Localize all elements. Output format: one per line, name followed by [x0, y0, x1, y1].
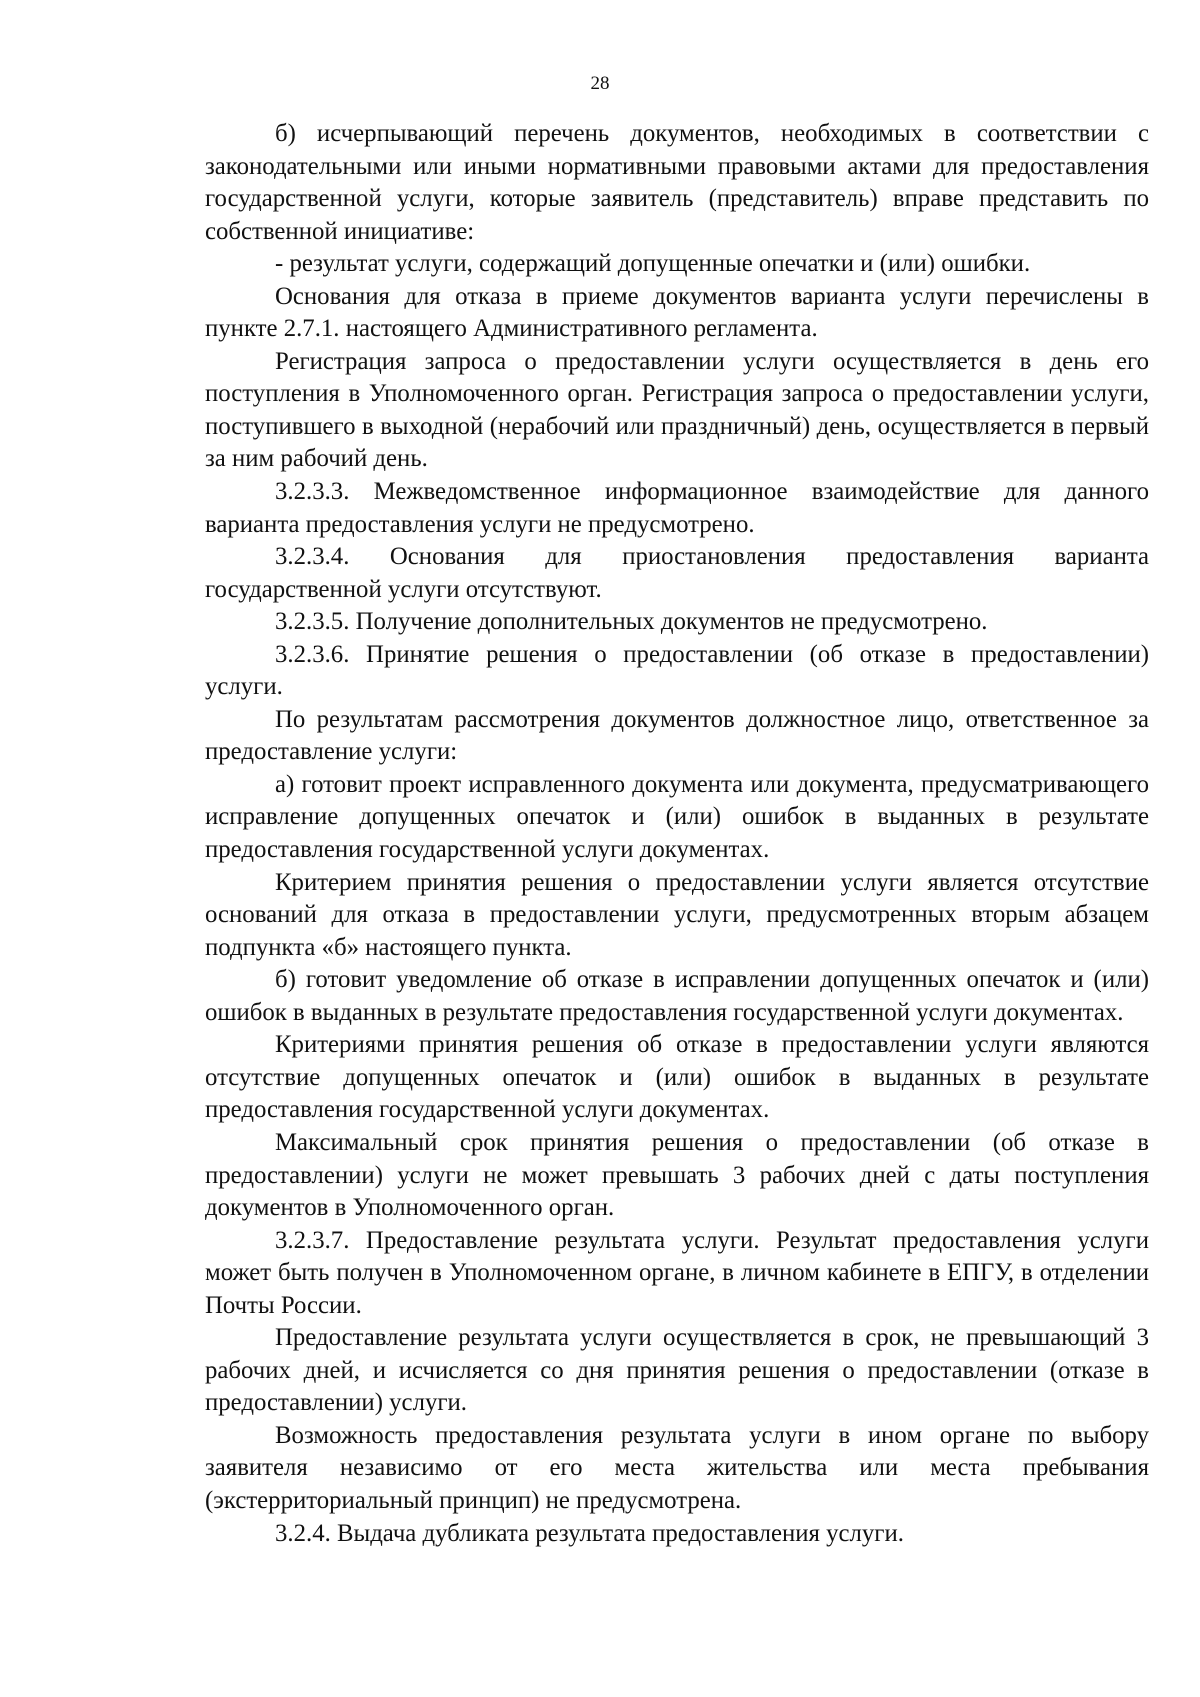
paragraph-approval-criterion: Критерием принятия решения о предоставлении услуги является отсутствие оснований для отказа в предоставлении услуги, предусмотренных вторым абзацем подпункта «б» настоящего пункта. [205, 868, 1149, 961]
document-body [205, 118, 1149, 1550]
paragraph-refusal-criteria: Критериями принятия решения об отказе в предоставлении услуги являются отсутствие допущенных опечаток и (или) ошибок в выданных в результате предоставления государственной услуги документах. [205, 1031, 1149, 1124]
paragraph-item-b-documents: б) исчерпывающий перечень документов, необходимых в соответствии с законодательными или иными нормативными правовыми актами для предоставления государственной услуги, которые заявитель (представитель) вправе представить по собственной инициативе: [205, 120, 1149, 245]
page-number: 28 [590, 73, 610, 94]
paragraph-item-b-refusal-notice: б) готовит уведомление об отказе в исправлении допущенных опечаток и (или) ошибок в выданных в результате предоставления государственной услуги документах. [205, 966, 1149, 1026]
paragraph-3-2-3-3: 3.2.3.3. Межведомственное информационное взаимодействие для данного варианта предоставления услуги не предусмотрено. [205, 478, 1149, 538]
paragraph-result-delivery-term: Предоставление результата услуги осуществляется в срок, не превышающий 3 рабочих дней, и исчисляется со дня принятия решения о предоставлении (отказе в предоставлении) услуги. [205, 1324, 1149, 1417]
paragraph-3-2-4: 3.2.4. Выдача дубликата результата предоставления услуги. [275, 1519, 904, 1547]
paragraph-3-2-3-5: 3.2.3.5. Получение дополнительных документов не предусмотрено. [275, 608, 988, 636]
paragraph-3-2-3-6: 3.2.3.6. Принятие решения о предоставлении (об отказе в предоставлении) услуги. [205, 640, 1149, 701]
paragraph-refusal-grounds: Основания для отказа в приеме документов варианта услуги перечислены в пункте 2.7.1. настоящего Административного регламента. [205, 282, 1149, 343]
paragraph-review-results: По результатам рассмотрения документов должностное лицо, ответственное за предоставление услуги: [205, 705, 1149, 766]
paragraph-request-registration: Регистрация запроса о предоставлении услуги осуществляется в день его поступления в Уполномоченного орган. Регистрация запроса о предоставлении услуги, поступившего в выходной (нерабочий или праздничный) день, осуществляется в первый за ним рабочий день. [205, 347, 1149, 473]
paragraph-3-2-3-7: 3.2.3.7. Предоставление результата услуги. Результат предоставления услуги может быть получен в Уполномоченном органе, в личном кабинете в ЕПГУ, в отделении Почты России. [205, 1226, 1149, 1319]
paragraph-max-decision-term: Максимальный срок принятия решения о предоставлении (об отказе в предоставлении) услуги не может превышать 3 рабочих дней с даты поступления документов в Уполномоченного орган. [205, 1128, 1149, 1222]
paragraph-extraterritorial-principle: Возможность предоставления результата услуги в ином органе по выбору заявителя независимо от его места жительства или места пребывания (экстерриториальный принцип) не предусмотрена. [205, 1421, 1149, 1514]
paragraph-result-with-errors: - результат услуги, содержащий допущенные опечатки и (или) ошибки. [275, 250, 1031, 278]
paragraph-item-a-prepares-draft: а) готовит проект исправленного документа или документа, предусматривающего исправление допущенных опечаток и (или) ошибок в выданных в результате предоставления государственной услуги документах. [205, 770, 1149, 864]
paragraph-3-2-3-4: 3.2.3.4. Основания для приостановления предоставления варианта государственной услуги отсутствуют. [205, 543, 1149, 603]
